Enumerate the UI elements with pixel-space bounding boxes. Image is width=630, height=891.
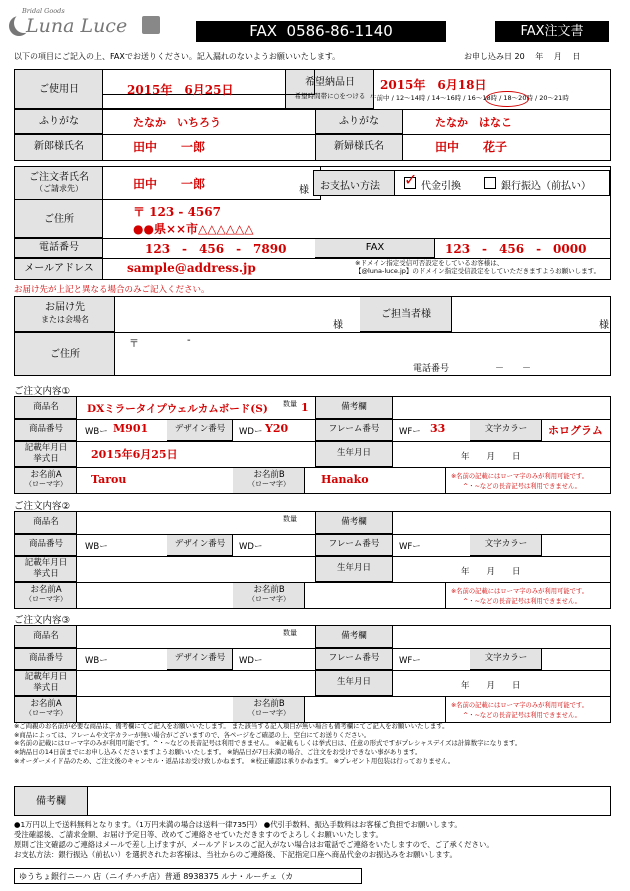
product-name-value[interactable]: DXミラータイプウェルカムボード(S) (87, 403, 268, 415)
gift-box-icon (142, 16, 160, 34)
destination-sama: 様 (333, 320, 343, 331)
wedding-date-label: 挙式日 (33, 454, 59, 464)
note-5: ※オーダーメイド品のため、ご注文後のキャンセル・返品はお受け致しかねます。 ※校正確認は承りかねます。 ※プレゼント用包装は行っておりません。 (14, 756, 455, 765)
name-b-label: お名前B (253, 699, 285, 709)
footer-line-1: ●1万円以上で送料無料となります。（1万円未満の場合は送料一律735円） ●代引手数料、振込手数料はお客様ご負担でお願いします。 (14, 820, 462, 829)
delivery-phone-label: 電話番号 (413, 364, 450, 374)
use-date-label: ご使用日 (39, 84, 79, 95)
bank-account-text: ゆうちょ銀行ニーハ 店（ニイチハチ店）普通 8938375 ルナ・ルーチェ（カ (19, 872, 294, 881)
note-4: ※納品日の14日前までにお申し込みくださいますようお願いいたします。 ※納品日が7日未満の場合、ご注文をお受けできない事があります。 (14, 747, 422, 756)
orderer-postal-value: 〒 123 - 4567 (133, 205, 221, 219)
orderer-name-sama: 様 (299, 185, 309, 196)
date-label: 記載年月日 (24, 443, 68, 453)
note-3: ※名前の記載にはローマ字のみが利用可能です。^・~などの長音記号は利用できません。 ※記載もしくは挙式日は、任意の形式ですがプレシャスデイズは計算数字になります。 (14, 739, 522, 748)
payment-method-box (313, 170, 610, 196)
product-number-value[interactable]: M901 (113, 422, 149, 435)
delivery-date-label: 希望納品日 (305, 77, 355, 88)
selected-time-circle (485, 91, 529, 107)
bride-furigana-value: たなか はなこ (435, 116, 512, 129)
groom-furigana-value: たなか いちろう (133, 116, 221, 129)
wf-prefix: WFー (399, 427, 421, 437)
destination-sub: または会場名 (41, 315, 89, 324)
bank-transfer-checkbox[interactable] (484, 177, 496, 189)
time-slots[interactable]: 午前中 / 12～14時 / 14～16時 / 16～18時 / 18～20時 / 20～21時 (370, 94, 569, 102)
wf-prefix: WFー (399, 656, 421, 666)
order-title: ご注文内容③ (14, 615, 71, 626)
frame-number-label: フレーム番号 (328, 539, 380, 549)
email-note-2: 【@luna-luce.jp】のドメイン指定受信設定をしていただきますようお願いします。 (355, 267, 601, 275)
delivery-notice: お届け先が上記と異なる場合のみご記入ください。 (14, 285, 210, 295)
order-table (14, 625, 611, 723)
wb-prefix: WBー (85, 656, 108, 666)
name-a-label: お名前A (30, 470, 62, 480)
delivery-phone-dashes: － － (495, 364, 532, 374)
footer-line-4: お支払方法：銀行振込（前払い）を選択されたお客様は、当社からのご連絡後、下記指定口座へ商品代金のお振込みをお願いします。 (14, 849, 457, 859)
bank-account-box (14, 868, 362, 884)
name-b-sub: （ローマ字） (248, 480, 290, 488)
birthdate-placeholder[interactable]: 年 月 日 (461, 681, 521, 691)
destination-label: お届け先 (45, 302, 85, 313)
name-b-sub: （ローマ字） (248, 595, 290, 603)
wd-prefix: WDー (239, 656, 263, 666)
delivery-address-label: ご住所 (50, 349, 80, 360)
staff-sama: 様 (599, 320, 609, 331)
text-color-label: 文字カラー (484, 653, 528, 663)
groom-name-label: 新郎様氏名 (34, 141, 84, 152)
staff-label: ご担当者様 (381, 309, 431, 320)
romaji-note-2: ^・~などの長音記号は利用できません。 (463, 483, 581, 490)
birthdate-label: 生年月日 (336, 563, 371, 573)
name-a-sub: （ローマ字） (25, 480, 67, 488)
orderer-email-label: メールアドレス (24, 263, 94, 274)
order-table (14, 396, 611, 494)
order-title: ご注文内容① (14, 386, 71, 397)
footer-notes (14, 820, 614, 860)
orderer-name-sub: （ご請求先） (35, 184, 83, 193)
name-b-value[interactable]: Hanako (321, 473, 369, 486)
remarks-label: 備考欄 (341, 631, 367, 641)
logo (14, 7, 164, 43)
footer-line-2: 受注確認後、ご請求金額、お届け予定日等、改めてご連絡させていただきますのでよろしくお願いいたします。 (14, 829, 383, 839)
romaji-note-1: ※名前の記載にはローマ字のみが利用可能です。 (451, 702, 589, 709)
frame-number-label: フレーム番号 (328, 424, 380, 434)
birthdate-label: 生年月日 (336, 448, 371, 458)
remarks-label: 備考欄 (36, 796, 66, 807)
remarks-label: 備考欄 (341, 517, 367, 527)
groom-name-value: 田中 一郎 (133, 140, 206, 154)
order-title: ご注文内容② (14, 501, 71, 512)
note-2: ※商品によっては、フレームや文字カラーが無い場合がございますので、各ページをご確認の上、空白にてお送りください。 (14, 730, 371, 739)
fax-number-banner: FAX 0586-86-1140 (196, 21, 446, 42)
footer-line-3: 原則ご注文確認のご連絡はメールで差し上げますが、メールアドレスのご記入がない場合はお電話でご連絡をいたしますので、ご了承ください。 (14, 839, 494, 849)
product-name-label: 商品名 (33, 631, 59, 641)
text-color-label: 文字カラー (484, 539, 528, 549)
order-table (14, 511, 611, 609)
logo-name: Luna Luce (26, 15, 128, 37)
date-label: 記載年月日 (24, 672, 68, 682)
bride-furigana-label: ふりがな (339, 116, 379, 127)
email-note-1: ※ドメイン指定受信可否設定をしているお客様は、 (355, 259, 504, 267)
romaji-note-1: ※名前の記載にはローマ字のみが利用可能です。 (451, 588, 589, 595)
date-value[interactable]: 2015年6月25日 (91, 448, 178, 461)
frame-number-value[interactable]: 33 (430, 422, 446, 435)
wedding-info-table (14, 69, 611, 161)
form-title-banner: FAX注文書 (495, 21, 609, 42)
orderer-name-label: ご注文者氏名 (29, 172, 89, 183)
product-number-label: 商品番号 (28, 539, 63, 549)
product-number-label: 商品番号 (28, 653, 63, 663)
name-b-label: お名前B (253, 585, 285, 595)
date-label: 記載年月日 (24, 558, 68, 568)
design-number-value[interactable]: Y20 (265, 422, 289, 435)
wb-prefix: WBー (85, 427, 108, 437)
design-number-label: デザイン番号 (174, 653, 226, 663)
groom-furigana-label: ふりがな (39, 116, 79, 127)
frame-number-label: フレーム番号 (328, 653, 380, 663)
delivery-table (14, 296, 611, 376)
bank-transfer-label: 銀行振込（前払い） (501, 181, 591, 192)
notes-block (14, 722, 614, 765)
quantity-label: 数量 (283, 629, 297, 637)
design-number-label: デザイン番号 (174, 424, 226, 434)
remarks-label: 備考欄 (341, 402, 367, 412)
cod-check-icon: ✓ (404, 170, 418, 189)
remarks-box[interactable] (14, 786, 611, 816)
quantity-label: 数量 (283, 400, 297, 408)
orderer-address-value: ●●県××市△△△△△△ (133, 222, 254, 236)
product-name-label: 商品名 (33, 402, 59, 412)
wb-prefix: WBー (85, 542, 108, 552)
name-a-sub: （ローマ字） (25, 595, 67, 603)
text-color-value[interactable]: ホログラム (548, 424, 603, 437)
birthdate-placeholder[interactable]: 年 月 日 (461, 567, 521, 577)
instruction-text: 以下の項目にご記入の上、FAXでお送りください。記入漏れのないようお願いいたします。 (14, 52, 341, 61)
orderer-address-label: ご住所 (44, 214, 74, 225)
orderer-email-value: sample@address.jp (127, 261, 256, 275)
wd-prefix: WDー (239, 427, 263, 437)
delivery-postal-mark: 〒 (129, 339, 139, 350)
wedding-date-label: 挙式日 (33, 569, 59, 579)
delivery-date-sub: 希望時間帯に○をつける (294, 92, 366, 100)
romaji-note-2: ^・~などの長音記号は利用できません。 (463, 712, 581, 719)
birthdate-label: 生年月日 (336, 677, 371, 687)
orderer-phone-value: 123 - 456 - 7890 (145, 242, 287, 256)
wd-prefix: WDー (239, 542, 263, 552)
delivery-postal-dash: - (187, 335, 191, 346)
name-a-value[interactable]: Tarou (91, 473, 127, 486)
orderer-fax-value: 123 - 456 - 0000 (445, 242, 587, 256)
bride-name-value: 田中 花子 (435, 140, 508, 154)
apply-date: お申し込み日 20 年 月 日 (464, 52, 581, 61)
quantity-value[interactable]: 1 (301, 401, 309, 414)
name-b-label: お名前B (253, 470, 285, 480)
text-color-label: 文字カラー (484, 424, 528, 434)
cod-label: 代金引換 (421, 181, 461, 192)
use-date-value: 2015年 6月25日 (127, 83, 234, 97)
wf-prefix: WFー (399, 542, 421, 552)
orderer-fax-label: FAX (365, 242, 385, 253)
romaji-note-1: ※名前の記載にはローマ字のみが利用可能です。 (451, 473, 589, 480)
name-a-label: お名前A (30, 585, 62, 595)
birthdate-placeholder[interactable]: 年 月 日 (461, 452, 521, 462)
design-number-label: デザイン番号 (174, 539, 226, 549)
name-a-sub: （ローマ字） (25, 709, 67, 717)
name-b-sub: （ローマ字） (248, 709, 290, 717)
romaji-note-2: ^・~などの長音記号は利用できません。 (463, 598, 581, 605)
product-name-label: 商品名 (33, 517, 59, 527)
bride-name-label: 新婦様氏名 (334, 141, 384, 152)
delivery-date-value: 2015年 6月18日 (380, 78, 487, 92)
logo-tagline: Bridal Goods (22, 7, 65, 15)
orderer-name-value: 田中 一郎 (133, 177, 206, 191)
product-number-label: 商品番号 (28, 424, 63, 434)
wedding-date-label: 挙式日 (33, 683, 59, 693)
note-1: ※ご両親のお名前が必要な商品は、備考欄にてご記入をお願いいたします。 また該当する記入項目が無い場合も備考欄にてご記入をお願いいたします。 (14, 722, 449, 730)
quantity-label: 数量 (283, 515, 297, 523)
name-a-label: お名前A (30, 699, 62, 709)
orderer-table (14, 166, 611, 280)
orderer-phone-label: 電話番号 (39, 242, 79, 253)
payment-method-label: お支払い方法 (320, 181, 380, 192)
